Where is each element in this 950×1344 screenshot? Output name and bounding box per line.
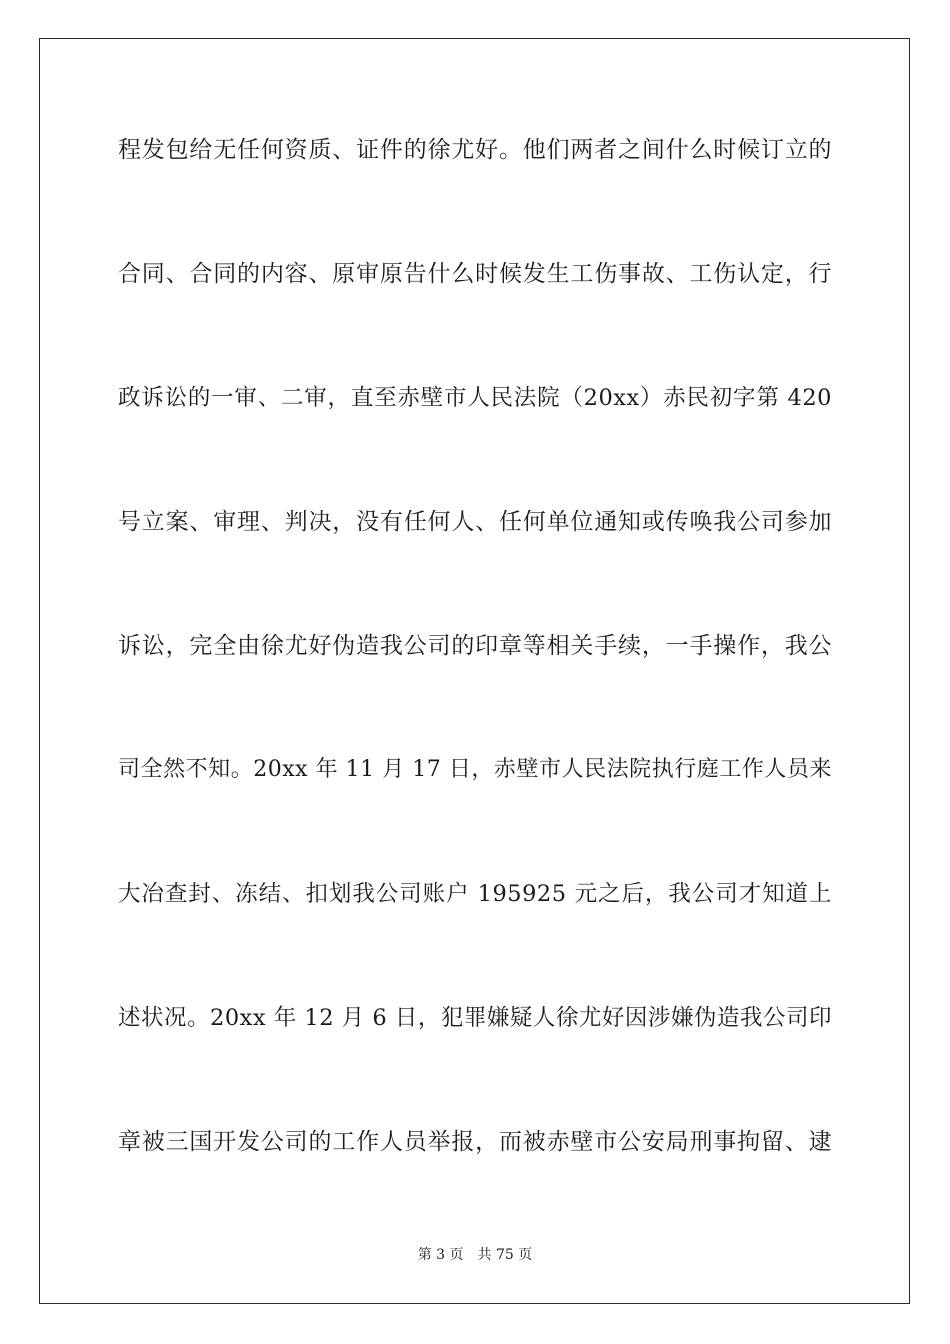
body-text-line-6: 司全然不知。20xx 年 11 月 17 日，赤壁市人民法院执行庭工作人员来 [118, 757, 832, 782]
body-text-line-4: 号立案、审理、判决，没有任何人、任何单位通知或传唤我公司参加 [118, 509, 832, 535]
body-text-line-9: 章被三国开发公司的工作人员举报，而被赤壁市公安局刑事拘留、逮 [118, 1129, 832, 1155]
body-text-line-2: 合同、合同的内容、原审原告什么时候发生工伤事故、工伤认定，行 [118, 261, 832, 287]
current-page-number: 第 3 页 [417, 1247, 464, 1263]
body-text-line-8: 述状况。20xx 年 12 月 6 日，犯罪嫌疑人徐尤好因涉嫌伪造我公司印 [118, 1005, 832, 1031]
body-text-line-5: 诉讼，完全由徐尤好伪造我公司的印章等相关手续，一手操作，我公 [118, 633, 832, 659]
body-text-line-7: 大冶查封、冻结、扣划我公司账户 195925 元之后，我公司才知道上 [118, 881, 832, 907]
body-text-line-1: 程发包给无任何资质、证件的徐尤好。他们两者之间什么时候订立的 [118, 137, 832, 163]
body-text-line-3: 政诉讼的一审、二审，直至赤壁市人民法院（20xx）赤民初字第 420 [118, 385, 832, 411]
page-footer [0, 1246, 950, 1264]
total-page-count: 共 75 页 [477, 1247, 533, 1263]
page-border [39, 38, 910, 1304]
